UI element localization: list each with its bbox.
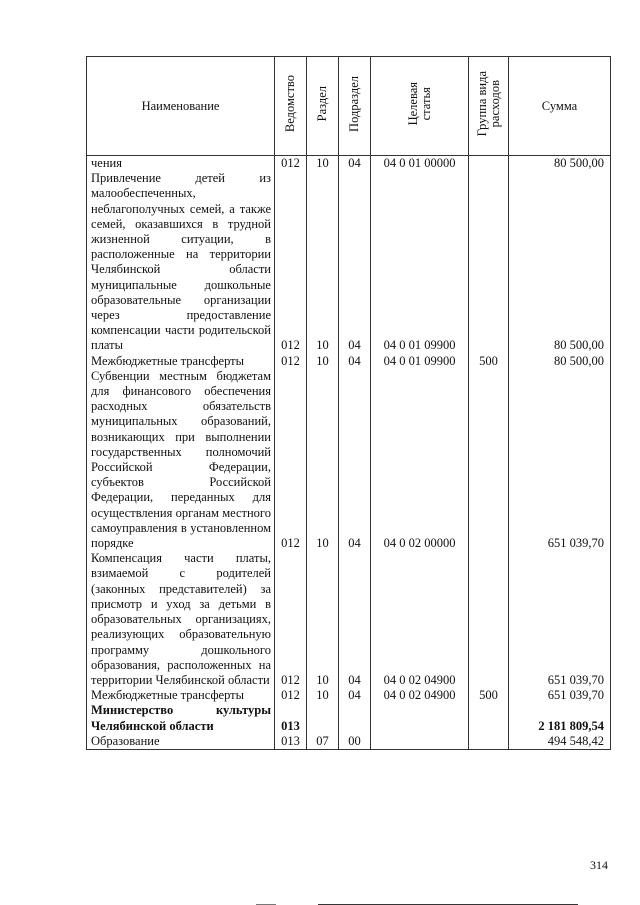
row-razdel: 10 [307, 156, 339, 172]
table-row [87, 156, 611, 172]
header-podrazdel-label: Подраздел [347, 76, 361, 132]
row-summa: 80 500,00 [509, 156, 611, 172]
row-summa: 651 039,70 [509, 369, 611, 551]
header-razdel-label: Раздел [315, 86, 329, 122]
table-row [87, 369, 611, 551]
row-razdel: 10 [307, 171, 339, 353]
row-summa: 80 500,00 [509, 354, 611, 369]
header-statya-line2: статья [418, 87, 433, 121]
row-podrazdel: 04 [339, 369, 371, 551]
row-gruppa [469, 171, 509, 353]
row-vedomstvo: 012 [275, 551, 307, 688]
row-vedomstvo: 013 [275, 734, 307, 750]
row-podrazdel: 04 [339, 551, 371, 688]
row-vedomstvo: 012 [275, 369, 307, 551]
table-row [87, 734, 611, 750]
row-name: Межбюджетные трансферты [87, 354, 275, 369]
row-summa: 651 039,70 [509, 688, 611, 703]
row-name: Субвенции местным бюджетам для финансового обеспечения расходных обязательств муниципальных образований, возникающих при выполнении государственных полномочий Российской Федерации, субъектов Российской Федерации, переданных для осуществления органам местного самоуправления в установленном порядке [87, 369, 275, 551]
row-podrazdel [339, 703, 371, 733]
table-row [87, 171, 611, 353]
row-podrazdel: 04 [339, 354, 371, 369]
row-vedomstvo: 012 [275, 171, 307, 353]
row-gruppa [469, 703, 509, 733]
row-razdel: 07 [307, 734, 339, 750]
header-gruppa-label [476, 71, 502, 136]
header-gruppa-line2: расходов [487, 80, 502, 128]
row-statya [371, 734, 469, 750]
row-statya: 04 0 02 04900 [371, 688, 469, 703]
header-vedomstvo [275, 57, 307, 156]
row-name: Образование [87, 734, 275, 750]
row-razdel: 10 [307, 551, 339, 688]
row-podrazdel: 04 [339, 688, 371, 703]
table-row [87, 703, 611, 733]
budget-table [86, 56, 611, 750]
row-razdel [307, 703, 339, 733]
table-header-row [87, 57, 611, 156]
row-gruppa: 500 [469, 354, 509, 369]
row-razdel: 10 [307, 354, 339, 369]
row-podrazdel: 00 [339, 734, 371, 750]
table-row [87, 688, 611, 703]
row-vedomstvo: 013 [275, 703, 307, 733]
table-row [87, 551, 611, 688]
row-razdel: 10 [307, 688, 339, 703]
row-gruppa [469, 551, 509, 688]
row-name: чения [87, 156, 275, 172]
header-gruppa-line1: Группа вида [474, 71, 489, 137]
header-name: Наименование [87, 57, 275, 156]
header-gruppa [469, 57, 509, 156]
row-vedomstvo: 012 [275, 688, 307, 703]
row-podrazdel: 04 [339, 171, 371, 353]
row-summa: 80 500,00 [509, 171, 611, 353]
row-statya [371, 703, 469, 733]
row-razdel: 10 [307, 369, 339, 551]
header-summa: Сумма [509, 57, 611, 156]
row-statya: 04 0 02 00000 [371, 369, 469, 551]
header-podrazdel [339, 57, 371, 156]
row-name: Привлечение детей из малообеспеченных, неблагополучных семей, а также семей, оказавшихся в трудной жизненной ситуации, в расположенные на территории Челябинской области муниципальные дошкольные образовательные организации через предоставление компенсации части родительской платы [87, 171, 275, 353]
row-gruppa: 500 [469, 688, 509, 703]
row-vedomstvo: 012 [275, 156, 307, 172]
row-summa: 651 039,70 [509, 551, 611, 688]
header-statya [371, 57, 469, 156]
header-vedomstvo-label: Ведомство [283, 75, 297, 133]
row-podrazdel: 04 [339, 156, 371, 172]
row-name: Министерство культуры Челябинской области [87, 703, 275, 733]
row-statya: 04 0 01 09900 [371, 354, 469, 369]
row-statya: 04 0 02 04900 [371, 551, 469, 688]
header-statya-line1: Целевая [405, 82, 420, 126]
row-vedomstvo: 012 [275, 354, 307, 369]
row-name: Межбюджетные трансферты [87, 688, 275, 703]
row-statya: 04 0 01 00000 [371, 156, 469, 172]
table-row [87, 354, 611, 369]
row-name: Компенсация части платы, взимаемой с родителей (законных представителей) за присмотр и уход за детьми в образовательных организациях, реализующих образовательную программу дошкольного образования, расположенных на территории Челябинской области [87, 551, 275, 688]
row-statya: 04 0 01 09900 [371, 171, 469, 353]
row-summa: 494 548,42 [509, 734, 611, 750]
row-summa: 2 181 809,54 [509, 703, 611, 733]
page-number: 314 [590, 858, 608, 872]
header-statya-label [407, 82, 433, 125]
row-gruppa [469, 156, 509, 172]
row-gruppa [469, 369, 509, 551]
header-razdel [307, 57, 339, 156]
row-gruppa [469, 734, 509, 750]
